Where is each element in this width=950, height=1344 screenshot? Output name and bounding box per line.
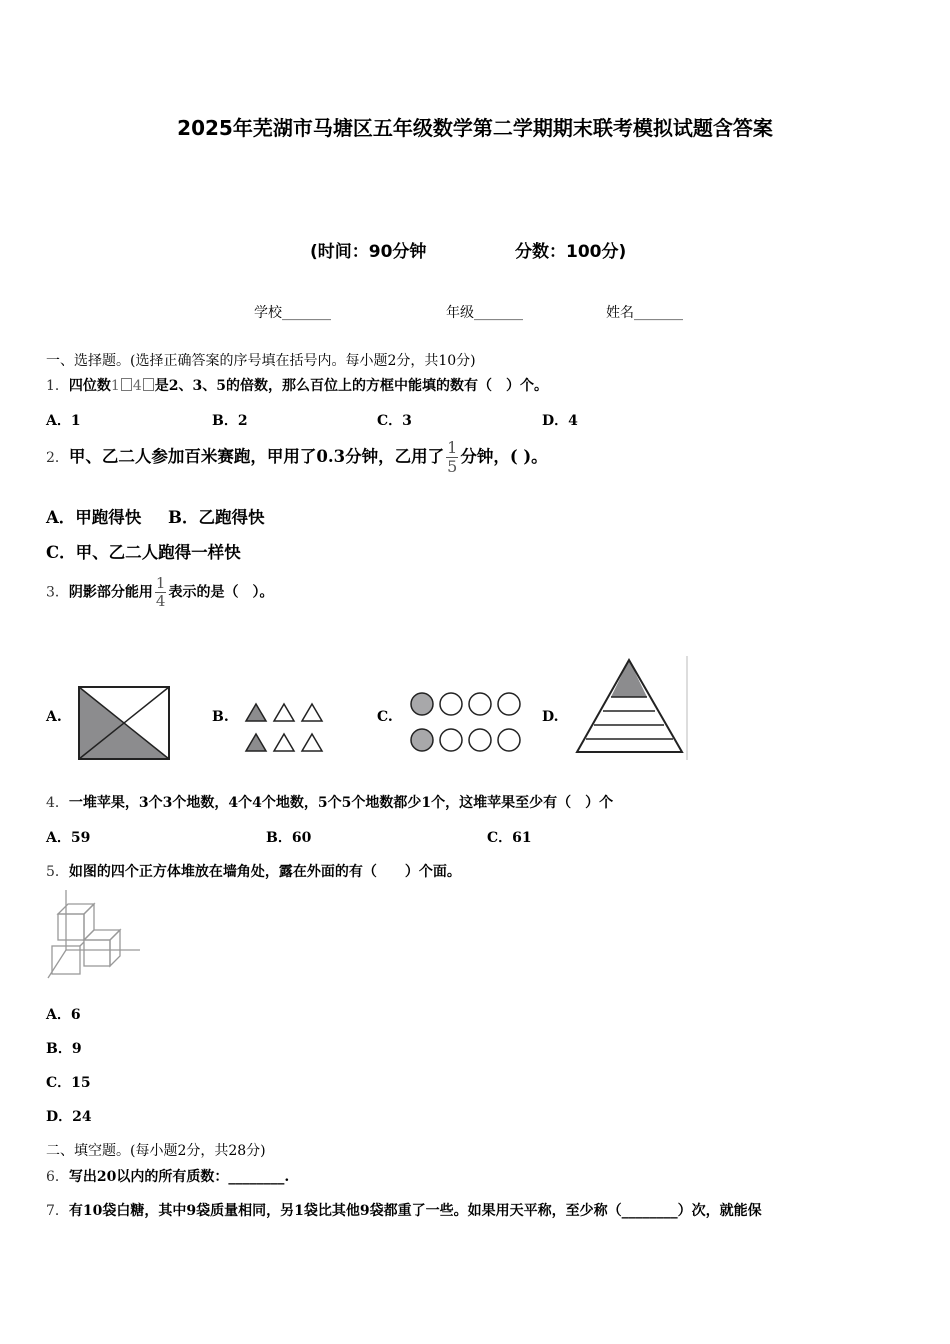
question-7: [46, 1200, 906, 1220]
shaded-triangle: [246, 734, 266, 751]
stacked-cubes-figure: [44, 888, 144, 980]
cube-side: [110, 930, 120, 966]
q6-text: 写出20以内的所有质数：________.: [68, 1169, 290, 1185]
fraction: [155, 576, 167, 609]
q1-digit-1: 1: [110, 378, 120, 394]
q2-pre: 甲、乙二人参加百米赛跑，甲用了0.3分钟，乙用了: [68, 447, 445, 466]
q4-option-b: B．60: [266, 830, 312, 846]
question-3: [46, 576, 273, 609]
q2-post: 分钟，( )。: [460, 447, 548, 466]
figure-c-circles: [406, 690, 528, 754]
question-2: [46, 440, 548, 475]
page-title: 2025年芜湖市马塘区五年级数学第二学期期末联考模拟试题含答案: [177, 116, 773, 140]
circle: [469, 729, 491, 751]
q3-post: 表示的是（ ）。: [168, 584, 274, 601]
q1-option-c: C．3: [377, 413, 412, 429]
question-1: [46, 375, 548, 395]
q1-option-d: D．4: [542, 413, 578, 429]
question-number: 6．: [46, 1169, 69, 1185]
q2-option-b: B．乙跑得快: [168, 508, 265, 527]
q4-text: 一堆苹果，3个3个地数，4个4个地数，5个5个地数都少1个，这堆苹果至少有（ ）个: [68, 795, 614, 811]
q1-option-a: A．1: [46, 413, 81, 429]
school-field: 学校_______: [254, 305, 331, 321]
q5-text: 如图的四个正方体堆放在墙角处，露在外面的有（ ）个面。: [68, 864, 461, 880]
q1-pre: 四位数: [68, 378, 111, 394]
question-number: 5．: [46, 864, 69, 880]
triangle: [274, 704, 294, 721]
q5-option-a: A．6: [46, 1007, 81, 1023]
q2-option-c: C．甲、乙二人跑得一样快: [46, 543, 241, 562]
fraction-denominator: 4: [155, 592, 166, 610]
shaded-circle: [411, 693, 433, 715]
q1-digit-2: 4: [132, 378, 142, 394]
section2-heading: 二、填空题。(每小题2分，共28分): [46, 1143, 266, 1159]
question-number: 1．: [46, 378, 69, 394]
q3-label-b: B.: [212, 709, 229, 725]
figure-d-pyramid: [574, 654, 692, 762]
circle: [469, 693, 491, 715]
fraction-numerator: 1: [155, 574, 166, 592]
cube-front: [84, 940, 110, 966]
q3-label-a: A.: [46, 709, 62, 725]
question-4: [46, 792, 613, 812]
q4-option-c: C．61: [487, 830, 532, 846]
q3-label-c: C.: [377, 709, 393, 725]
triangle: [302, 734, 322, 751]
shaded-top-layer: [611, 660, 647, 697]
fraction-numerator: 1: [447, 438, 458, 457]
blank-box: [143, 378, 154, 391]
q3-label-d: D.: [542, 709, 559, 725]
circle: [498, 693, 520, 715]
circle: [440, 693, 462, 715]
q5-option-b: B．9: [46, 1041, 82, 1057]
question-6: [46, 1166, 289, 1186]
time-label: (时间：90分钟: [310, 242, 427, 262]
question-5: [46, 861, 461, 881]
cube-front: [58, 914, 84, 940]
q2-option-a: A．甲跑得快: [46, 508, 142, 527]
grade-field: 年级_______: [446, 305, 523, 321]
question-number: 3．: [46, 584, 69, 601]
figure-b-triangles: [244, 702, 326, 754]
figure-a-square: [76, 684, 172, 762]
shaded-triangle: [246, 704, 266, 721]
circle: [440, 729, 462, 751]
section1-heading: 一、选择题。(选择正确答案的序号填在括号内。每小题2分，共10分): [46, 353, 476, 369]
q1-option-b: B．2: [212, 413, 248, 429]
q5-option-d: D．24: [46, 1109, 92, 1125]
triangle: [302, 704, 322, 721]
question-number: 2．: [46, 450, 69, 466]
q4-option-a: A．59: [46, 830, 91, 846]
q1-post: 是2、3、5的倍数，那么百位上的方框中能填的数有（ ）个。: [154, 378, 548, 394]
fraction-denominator: 5: [447, 457, 458, 476]
score-label: 分数：100分): [515, 242, 627, 262]
q3-pre: 阴影部分能用: [68, 584, 153, 601]
q5-option-c: C．15: [46, 1075, 91, 1091]
triangle: [274, 734, 294, 751]
circle: [498, 729, 520, 751]
question-number: 7．: [46, 1203, 69, 1219]
name-field: 姓名_______: [606, 305, 683, 321]
q7-text: 有10袋白糖，其中9袋质量相同，另1袋比其他9袋都重了一些。如果用天平称，至少称（________）次，就能保: [68, 1203, 762, 1219]
fraction: [446, 440, 458, 475]
shaded-circle: [411, 729, 433, 751]
blank-box: [121, 378, 132, 391]
question-number: 4．: [46, 795, 69, 811]
